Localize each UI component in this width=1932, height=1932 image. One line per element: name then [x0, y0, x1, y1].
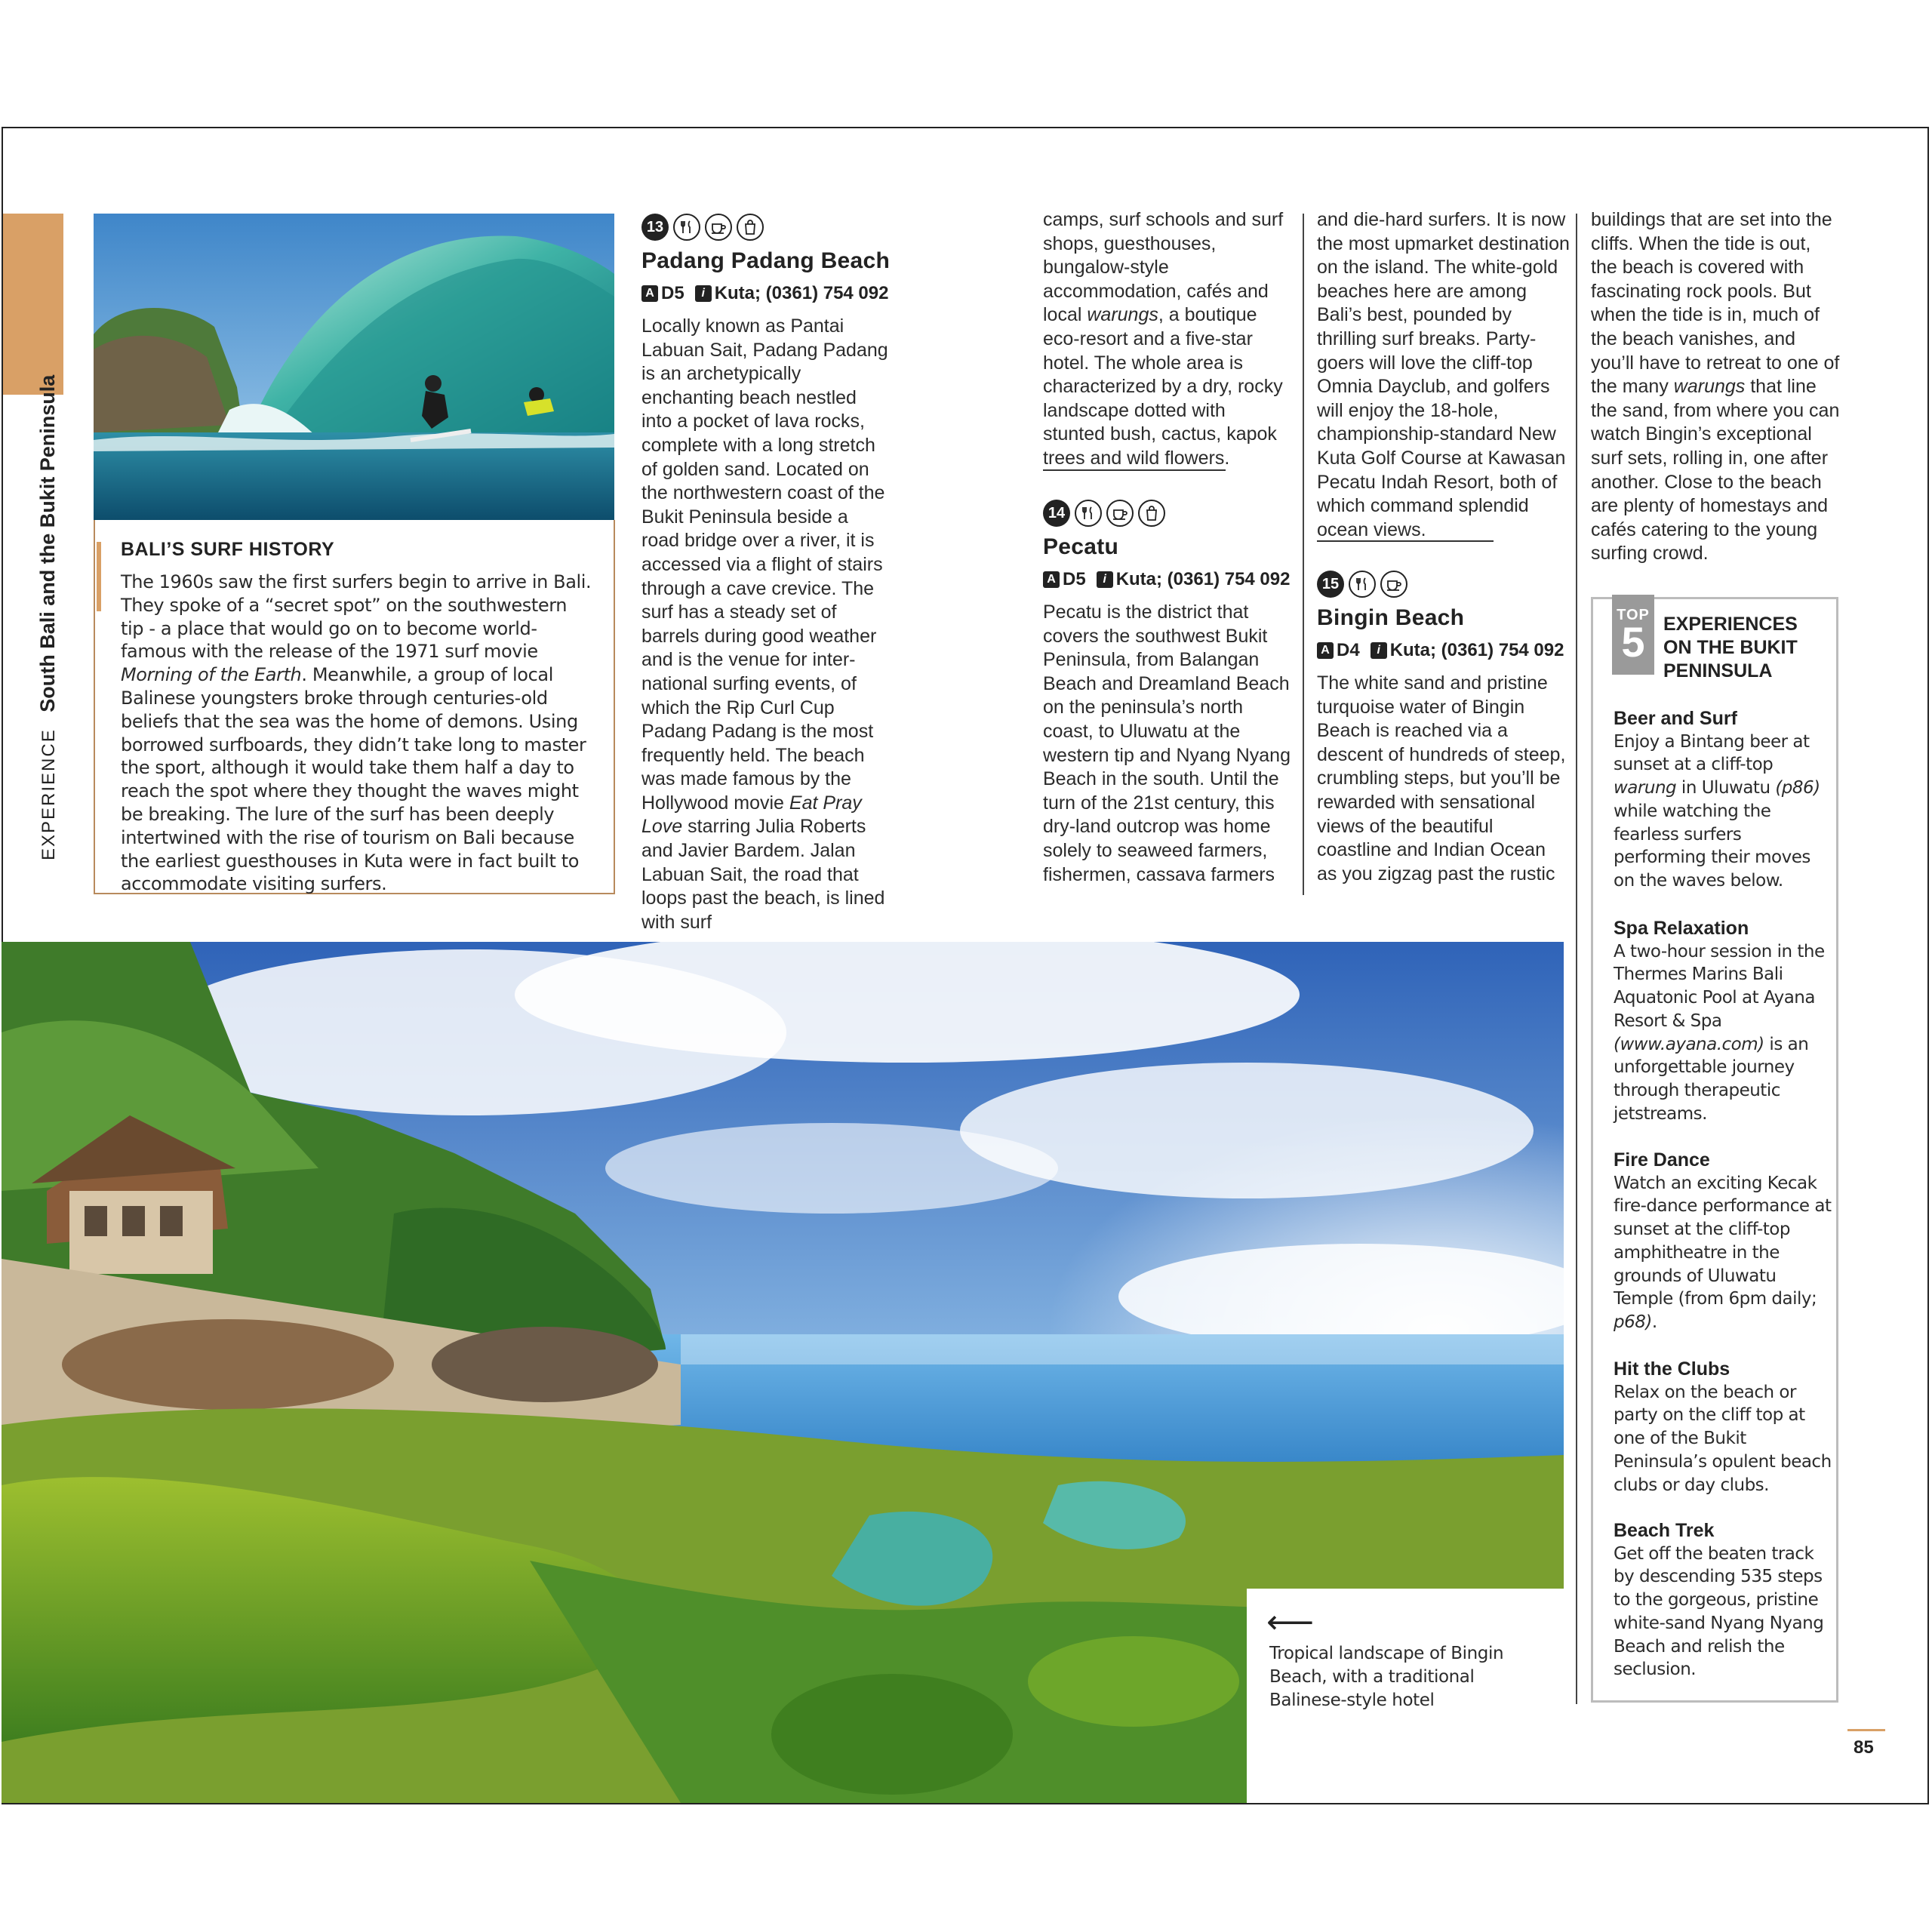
cont-text-a: camps, surf schools and surf shops, guesthouses, bungalow-style accommodation, cafés and local	[1043, 209, 1284, 326]
experience-text: Watch an exciting Kecak fire-dance performance at sunset at the cliff-top amphitheatre in the grounds of Uluwatu Temple (from 6pm daily;	[1614, 1173, 1832, 1309]
entry-number-badge: 14	[1043, 500, 1070, 527]
experience-item	[1614, 1149, 1832, 1334]
divider	[1043, 469, 1226, 471]
history-text-1: The 1960s saw the first surfers begin to arrive in Bali. They spoke of a “secret spot” on the southwestern tip - a place that would go on to become world-famous with the release of the 1971 surf movie	[121, 571, 592, 663]
entry-title: Bingin Beach	[1317, 605, 1465, 630]
history-text-2: . Meanwhile, a group of local Balinese youngsters broke through centuries-old beliefs that the sea was the home of demons. Using borrowed surfboards, they didn’t take long to master the sport, although it would take them half a day to reach the spot where they thought the waves might be breaking. The lure of the surf has been deeply intertwined with the rise of tourism on Bali because the earliest guesthouses in Kuta were in fact built to accommodate visiting surfers.	[121, 664, 586, 895]
map-grid: D5	[1063, 569, 1086, 589]
entry-title: Padang Padang Beach	[641, 248, 891, 273]
map-grid: D4	[1337, 640, 1360, 660]
experience-text: while watching the fearless surfers performing their moves on the waves below.	[1614, 801, 1810, 891]
entry-text	[641, 315, 891, 934]
entry-text-b: starring Julia Roberts and Javier Bardem. Jalan Labuan Sait, the road that loops past the beach, is lined with surf	[641, 816, 885, 933]
experience-italic: (p86)	[1775, 778, 1820, 798]
cont-italic: warungs	[1673, 376, 1746, 398]
entry-padang-padang	[641, 214, 898, 934]
page-number: 85	[1854, 1737, 1874, 1758]
entry-bingin	[1317, 571, 1570, 886]
chapter-title: South Bali and the Bukit Peninsula	[36, 374, 59, 712]
entry-text: Pecatu is the district that covers the southwest Bukit Peninsula, from Balangan Beach and Dreamland Beach on the peninsula’s north coast, to Uluwatu at the western tip and Nyang Nyang Beach in the south. Until the turn of the 21st century, this dry-land outcrop was home solely to seaweed farmers, fishermen, cassava farmers	[1043, 601, 1291, 885]
history-film-title: Morning of the Earth	[121, 664, 302, 686]
entry-meta	[641, 283, 898, 304]
experience-italic: (www.ayana.com)	[1614, 1034, 1764, 1054]
running-head	[36, 375, 60, 860]
page-number-rule	[1847, 1729, 1885, 1731]
experience-text: Enjoy a Bintang beer at sunset at a cliff-top	[1614, 731, 1810, 775]
map-icon: A	[1043, 571, 1060, 588]
top5-heading: EXPERIENCES ON THE BUKIT PENINSULA	[1663, 614, 1798, 681]
column-rule	[1576, 214, 1577, 1704]
entry-film-title: Eat Pray Love	[641, 792, 862, 838]
experience-text: is an unforgettable journey through therapeutic jetstreams.	[1614, 1034, 1809, 1124]
experience-title: Fire Dance	[1614, 1149, 1710, 1171]
map-grid: D5	[661, 283, 685, 303]
entry-text-a: Locally known as Pantai Labuan Sait, Padang Padang is an archetypically enchanting beach nestled into a pocket of lava rocks, complete with a long stretch of golden sand. Located on the northwestern coast of the Bukit Peninsula beside a road bridge over a river, it is accessed via a flight of stairs through a cave crevice. The surf has a steady set of barrels during good weather and is the venue for international surfing events, of which the Rip Curl Cup Padang Padang is the most frequently held. The beach was made famous by the Hollywood movie	[641, 315, 888, 814]
photo-caption: Tropical landscape of Bingin Beach, with a traditional Balinese-style hotel	[1269, 1644, 1504, 1710]
info-icon: i	[1097, 571, 1113, 588]
experience-title: Beach Trek	[1614, 1520, 1715, 1541]
entry-info: Kuta; (0361) 754 092	[1115, 569, 1291, 589]
experience-item	[1614, 917, 1832, 1125]
cafe-icon	[705, 214, 732, 241]
experience-text: A two-hour session in the Thermes Marins Bali Aquatonic Pool at Ayana Resort & Spa	[1614, 941, 1825, 1031]
sidebar-color-tab	[3, 214, 63, 395]
top5-badge-number: 5	[1621, 618, 1645, 666]
history-title: BALI’S SURF HISTORY	[121, 539, 335, 560]
entry-text: The white sand and pristine turquoise water of Bingin Beach is reached via a descent of hundreds of steep, crumbling steps, but you’ll be rewarded with sensational views of the beautiful coastline and Indian Ocean as you zigzag past the rustic	[1317, 672, 1566, 884]
entry-title: Pecatu	[1043, 534, 1119, 559]
experience-item	[1614, 707, 1832, 893]
experience-item	[1614, 1358, 1832, 1497]
bingin-continued-text	[1591, 208, 1840, 566]
history-body	[121, 571, 593, 896]
experience-item	[1614, 1519, 1832, 1681]
cont-italic: warungs	[1087, 304, 1158, 326]
cont-text-b: , a boutique eco-resort and a five-star hotel. The whole area is characterized by a dry, rocky landscape dotted with stunted bush, cactus, kapok trees and wild flowers.	[1043, 304, 1283, 469]
map-icon: A	[1317, 642, 1334, 659]
experience-title: Hit the Clubs	[1614, 1358, 1730, 1380]
entry-number-badge: 15	[1317, 571, 1344, 598]
entry-number-badge: 13	[641, 214, 669, 241]
entry-icons	[641, 214, 898, 241]
cont-text-a: buildings that are set into the cliffs. When the tide is out, the beach is covered with fascinating rock pools. But when the tide is in, much of the beach vanishes, and you’ll have to retreat to one of the many	[1591, 209, 1840, 398]
experience-text: Relax on the beach or party on the cliff top at one of the Bukit Peninsula’s opulent beach clubs or day clubs.	[1614, 1382, 1832, 1495]
caption-arrow-left-icon: ⟵	[1266, 1604, 1315, 1641]
experience-title: Spa Relaxation	[1614, 918, 1749, 939]
surfer-photo	[94, 214, 614, 520]
entry-meta	[1317, 640, 1570, 661]
cafe-icon	[1106, 500, 1134, 527]
experience-title: Beer and Surf	[1614, 708, 1737, 729]
experience-italic: p68)	[1614, 1312, 1652, 1332]
experience-italic: warung	[1614, 778, 1677, 798]
cafe-icon	[1380, 571, 1407, 598]
entry-info: Kuta; (0361) 754 092	[1389, 640, 1564, 660]
padang-continued-text	[1043, 208, 1292, 471]
entry-icons	[1043, 500, 1292, 527]
entry-pecatu	[1043, 500, 1292, 887]
top5-badge	[1612, 595, 1654, 675]
experience-text: in Uluwatu	[1676, 778, 1776, 798]
history-accent-bar	[97, 542, 101, 611]
entry-icons	[1317, 571, 1570, 598]
shopping-icon	[1138, 500, 1165, 527]
info-icon: i	[695, 285, 712, 302]
cont-text-b: that line the sand, from where you can watch Bingin’s exceptional surf sets, rolling in, one after another. Close to the beach are plenty of homestays and cafés catering to the young surfing crowd.	[1591, 376, 1840, 565]
entry-meta	[1043, 569, 1292, 590]
shopping-icon	[737, 214, 764, 241]
restaurant-icon	[1075, 500, 1102, 527]
info-icon: i	[1371, 642, 1387, 659]
map-icon: A	[641, 285, 658, 302]
entry-info: Kuta; (0361) 754 092	[714, 283, 889, 303]
divider	[1317, 540, 1494, 542]
experience-text: .	[1651, 1312, 1657, 1332]
restaurant-icon	[673, 214, 700, 241]
experience-text: Get off the beaten track by descending 535 steps to the gorgeous, pristine white-sand Nyang Nyang Beach and relish the seclusion.	[1614, 1543, 1824, 1680]
section-label: EXPERIENCE	[38, 728, 59, 860]
column-rule	[1303, 214, 1304, 895]
pecatu-continued-text: and die-hard surfers. It is now the most upmarket destination on the island. The white-gold beaches here are among Bali’s best, pounded by thrilling surf breaks. Party-goers will love the cliff-top Omnia Dayclub, and golfers will enjoy the 18-hole, championship-standard New Kuta Golf Course at Kawasan Pecatu Indah Resort, both of which command splendid ocean views.	[1317, 209, 1570, 540]
top5-badge-label: TOP	[1617, 607, 1650, 623]
restaurant-icon	[1349, 571, 1376, 598]
